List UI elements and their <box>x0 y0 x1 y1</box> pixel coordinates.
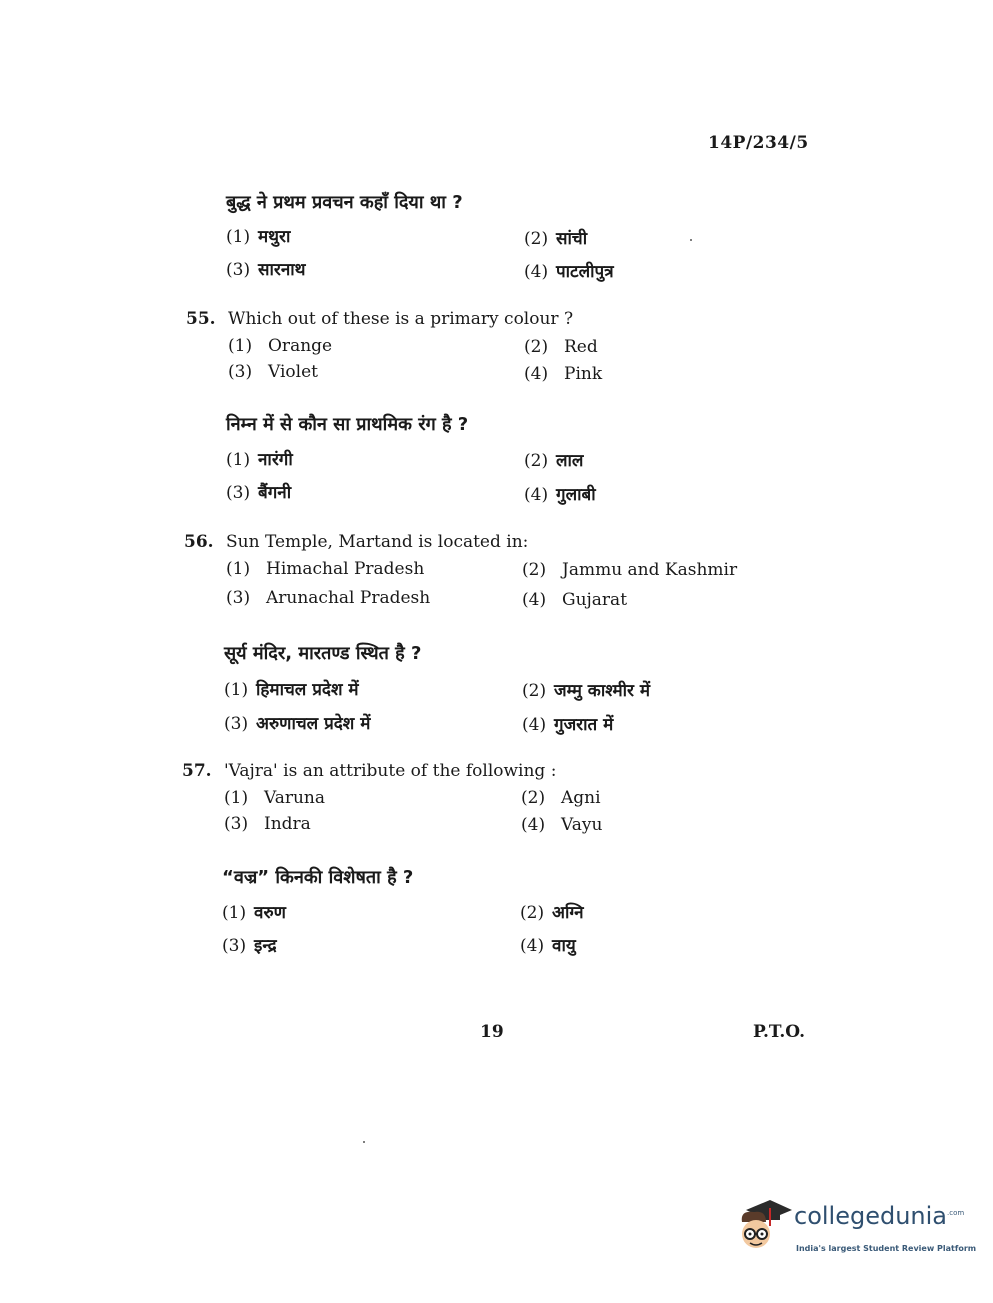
q57-english-text: 57. 'Vajra' is an attribute of the following : <box>182 761 557 781</box>
brand-tagline: India's largest Student Review Platform <box>796 1244 977 1253</box>
student-mascot-icon <box>736 1196 794 1260</box>
q55-hindi-text: निम्न में से कौन सा प्राथमिक रंग है ? <box>226 414 469 435</box>
q56-option-2: (2) Jammu and Kashmir <box>522 560 738 580</box>
q57-option-2: (2) Agni <box>521 788 601 808</box>
q57-hindi-option-3: (3) इन्द्र <box>222 936 277 956</box>
q56-option-4: (4) Gujarat <box>522 590 628 610</box>
q55-english-text: 55. Which out of these is a primary colour ? <box>186 309 574 329</box>
q55-hindi-option-1: (1) नारंगी <box>226 450 293 470</box>
collegedunia-logo <box>736 1196 977 1266</box>
paper-code: 14P/234/5 <box>708 133 809 153</box>
q56-number: 56. <box>184 532 214 552</box>
q56-hindi-option-1: (1) हिमाचल प्रदेश में <box>224 680 359 700</box>
q55-option-1: (1) Orange <box>228 336 333 356</box>
q57-hindi-option-2: (2) अग्नि <box>520 903 584 923</box>
q55-hindi-option-3: (3) बैंगनी <box>226 483 292 503</box>
pto-label: P.T.O. <box>753 1022 805 1042</box>
scan-speck <box>690 239 692 241</box>
q57-option-1: (1) Varuna <box>224 788 326 808</box>
q57-hindi-option-4: (4) वायु <box>520 936 576 956</box>
q56-option-1: (1) Himachal Pradesh <box>226 559 425 579</box>
q55-option-4: (4) Pink <box>524 364 603 384</box>
q55-hindi-option-2: (2) लाल <box>524 451 584 471</box>
q57-number: 57. <box>182 761 212 781</box>
q57-option-3: (3) Indra <box>224 814 311 834</box>
q56-hindi-text: सूर्य मंदिर, मारतण्ड स्थित है ? <box>224 643 422 664</box>
q56-hindi-option-2: (2) जम्मु काश्मीर में <box>522 681 651 701</box>
q55-option-2: (2) Red <box>524 337 598 357</box>
q56-hindi-option-4: (4) गुजरात में <box>522 715 614 735</box>
q54-hindi-option-1: (1) मथुरा <box>226 227 291 247</box>
q54-hindi-text: बुद्ध ने प्रथम प्रवचन कहाँ दिया था ? <box>226 192 463 213</box>
q57-hindi-option-1: (1) वरुण <box>222 903 286 923</box>
q55-hindi-option-4: (4) गुलाबी <box>524 485 596 505</box>
q55-number: 55. <box>186 309 216 329</box>
q56-option-3: (3) Arunachal Pradesh <box>226 588 431 608</box>
q54-hindi-option-4: (4) पाटलीपुत्र <box>524 262 614 282</box>
page-number: 19 <box>480 1022 504 1042</box>
q57-option-4: (4) Vayu <box>521 815 603 835</box>
q56-hindi-option-3: (3) अरुणाचल प्रदेश में <box>224 714 371 734</box>
q56-english-text: 56. Sun Temple, Martand is located in: <box>184 532 529 552</box>
q54-hindi-option-2: (2) सांची <box>524 229 588 249</box>
q57-hindi-text: “वज्र” किनकी विशेषता है ? <box>222 867 414 888</box>
q54-hindi-option-3: (3) सारनाथ <box>226 260 306 280</box>
q55-option-3: (3) Violet <box>228 362 318 382</box>
brand-name: collegedunia$^{.com}$ <box>794 1202 965 1230</box>
scan-speck <box>363 1141 365 1143</box>
